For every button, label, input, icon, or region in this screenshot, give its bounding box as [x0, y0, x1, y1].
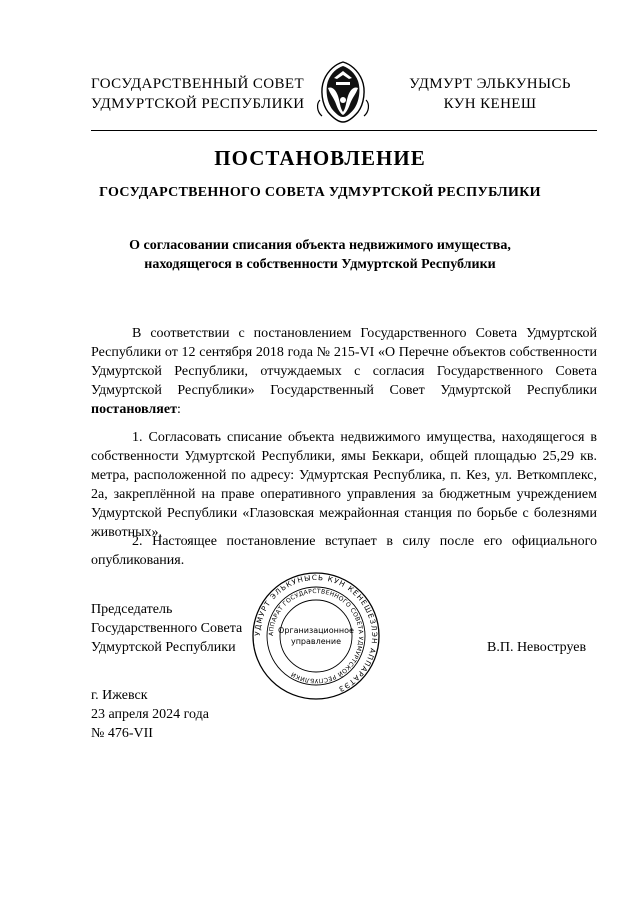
header-right-line2: КУН КЕНЕШ — [443, 96, 537, 112]
signature-line3: Удмуртской Республики — [91, 640, 236, 655]
item-2-paragraph: 2. Настоящее постановление вступает в силу после его официального опубликования. — [91, 534, 597, 568]
footer-number: № 476-VII — [91, 726, 153, 741]
header-left-line1: ГОСУДАРСТВЕННЫЙ СОВЕТ — [91, 76, 305, 92]
footer-city: г. Ижевск — [91, 688, 148, 703]
document-footer — [91, 686, 209, 743]
preamble-bold: постановляет — [91, 402, 177, 417]
preamble-end: : — [176, 402, 181, 417]
signer-name: В.П. Невоструев — [487, 640, 587, 655]
signature-block — [91, 600, 242, 657]
signature-line1: Председатель — [91, 602, 173, 617]
footer-date: 23 апреля 2024 года — [91, 707, 209, 722]
header-left — [91, 74, 304, 114]
signature-line2: Государственного Совета — [91, 621, 243, 636]
svg-text:АППАРАТ ГОСУДАРСТВЕННОГО СОВЕТ — [268, 588, 364, 684]
about-line1: О согласовании списания объекта недвижимого имущества, — [129, 238, 511, 253]
official-stamp — [250, 570, 382, 702]
document-about — [80, 236, 560, 274]
about-line2: находящегося в собственности Удмуртской Республики — [144, 257, 496, 272]
stamp-center-line2: управление — [290, 637, 342, 646]
header-left-line2: УДМУРТСКОЙ РЕСПУБЛИКИ — [91, 96, 305, 112]
coat-of-arms-icon — [314, 60, 372, 124]
header-right-line1: УДМУРТ ЭЛЬКУНЫСЬ — [409, 76, 571, 92]
preamble-text: В соответствии с постановлением Государственного Совета Удмуртской Республики от 12 сентября 2018 года № 215-VI «О Перечне объектов собственности Удмуртской Республики, отчуждаемых с согласия Государственного Совета Удмуртской Республики» Государственный Совет Удмуртской Республики — [91, 326, 597, 398]
header-right — [405, 74, 575, 114]
stamp-center-line1: Организационное — [278, 626, 354, 635]
item-1-paragraph: 1. Согласовать списание объекта недвижимого имущества, находящегося в собственности Удмуртской Республики, ямы Беккари, общей площадью 25,29 кв. метра, расположенной по адресу: Удмуртская Республика, п. Кез, ул. Веткомплекс, 2а, закреплённой на праве оперативного управления за бюджетным учреждением Удмуртской Республики «Глазовская межрайонная станция по борьбе с болезнями животных». — [91, 430, 597, 540]
document-title: ПОСТАНОВЛЕНИЕ — [214, 146, 426, 170]
header-divider — [91, 130, 597, 131]
stamp-outer-text: УДМУРТ ЭЛЬКУНЫСЬ КУН КЕНЕШЕЗЛЭН АППАРАТЭЗ — [252, 572, 380, 695]
document-subtitle: ГОСУДАРСТВЕННОГО СОВЕТА УДМУРТСКОЙ РЕСПУБЛИКИ — [99, 185, 541, 200]
stamp-inner-text: АППАРАТ ГОСУДАРСТВЕННОГО СОВЕТА УДМУРТСКОЙ РЕСПУБЛИКИ — [267, 587, 365, 685]
preamble-paragraph — [91, 324, 597, 419]
